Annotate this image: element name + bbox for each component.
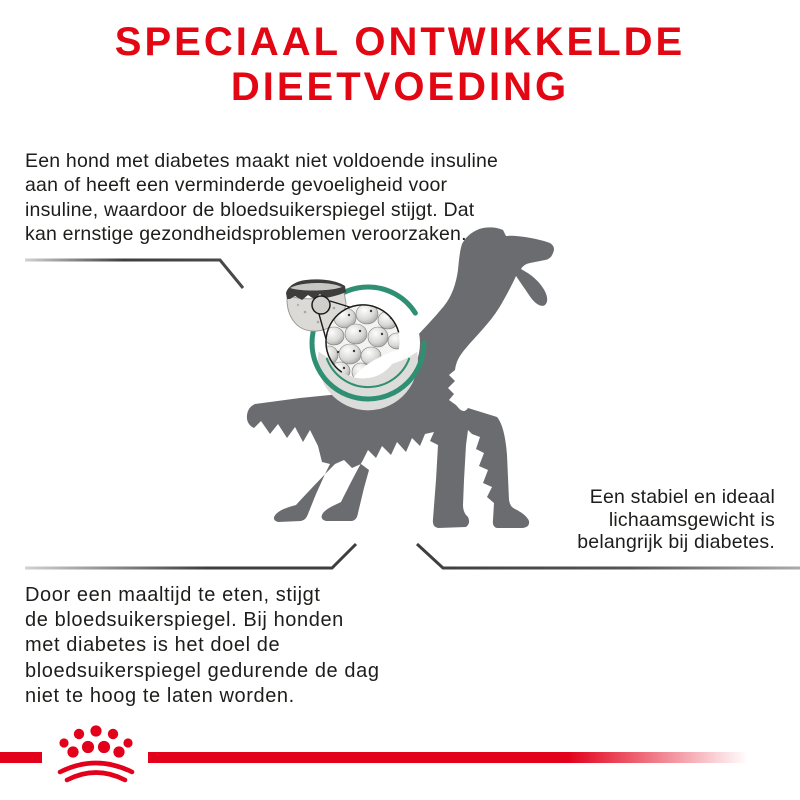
brand-footer (0, 725, 748, 780)
intro-line: insuline, waardoor de bloedsuikerspiegel stijgt. Dat (25, 198, 475, 221)
page-title-line: SPECIAAL ONTWIKKELDE (114, 20, 686, 64)
intro-line: Een hond met diabetes maakt niet voldoende insuline (25, 150, 499, 172)
weight-line: belangrijk bij diabetes. (577, 531, 775, 553)
intro-line: aan of heeft een verminderde gevoeligheid voor (25, 174, 448, 197)
meal-line: Door een maaltijd te eten, stijgt (25, 584, 321, 606)
callout-line-intro (25, 260, 243, 288)
page-title (0, 20, 800, 110)
meal-paragraph (25, 583, 380, 709)
sample-spot-circle (312, 296, 330, 314)
brand-line-left (0, 752, 42, 763)
page-title-line: DIEETVOEDING (230, 65, 570, 109)
royal-canin-crown-icon (59, 725, 132, 780)
meal-line: met diabetes is het doel de (25, 634, 281, 657)
meal-line: bloedsuikerspiegel gedurende de dag (25, 659, 380, 682)
meal-line: niet te hoog te laten worden. (25, 684, 295, 707)
weight-line: lichaamsgewicht is (608, 508, 775, 531)
meal-line: de bloedsuikerspiegel. Bij honden (25, 609, 344, 632)
brand-line-right (148, 752, 748, 763)
intro-paragraph (25, 149, 498, 246)
callout-line-meal (25, 544, 356, 568)
intro-line: kan ernstige gezondheidsproblemen veroorzaken. (25, 222, 467, 245)
weight-line: Een stabiel en ideaal (589, 486, 775, 508)
weight-note (577, 486, 775, 554)
